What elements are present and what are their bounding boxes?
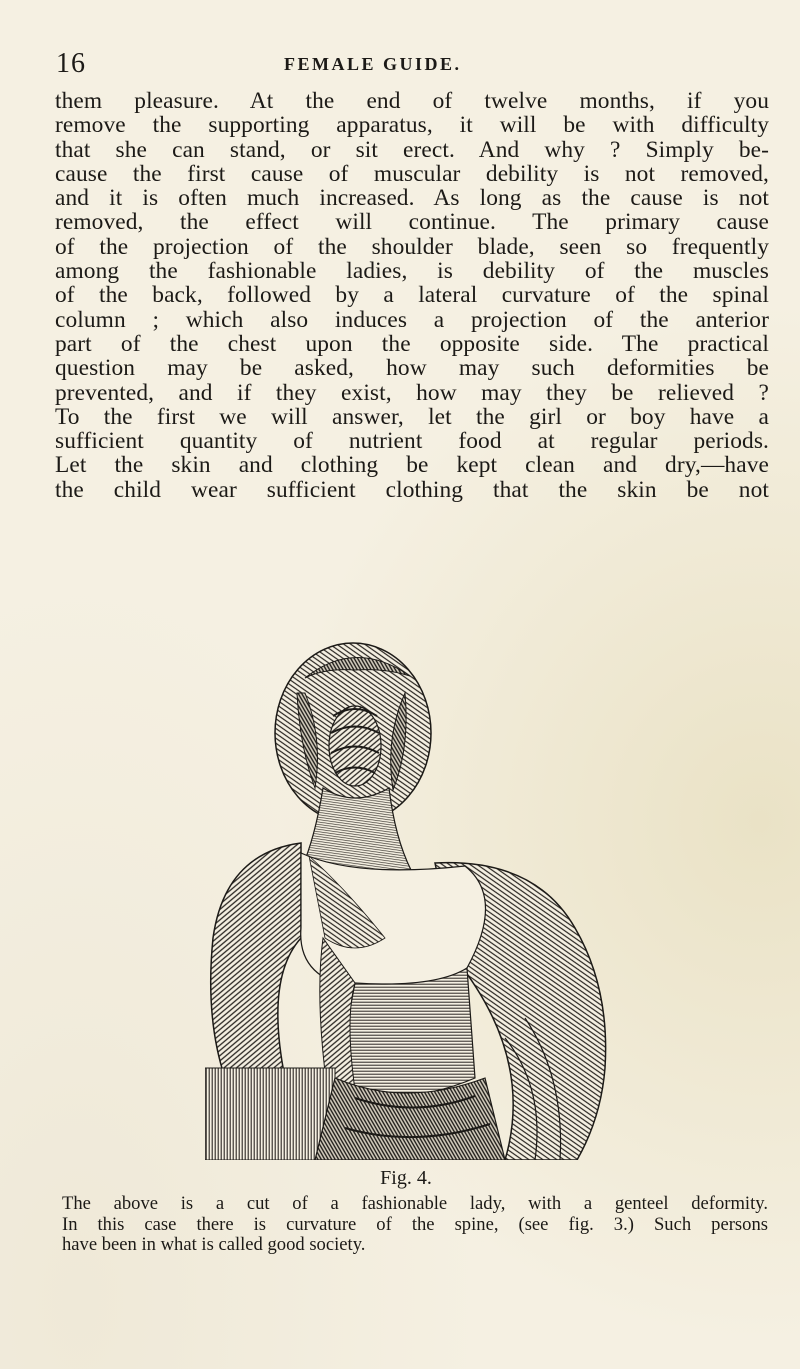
body-line: of the projection of the shoulder blade, seen so frequently: [55, 234, 769, 260]
body-paragraph: [55, 89, 769, 502]
body-line: remove the supporting apparatus, it will be with difficulty: [55, 113, 769, 138]
caption-line: In this case there is curvature of the spine, (see fig. 3.) Such persons: [62, 1213, 768, 1235]
running-head: [56, 48, 756, 82]
caption-line: The above is a cut of a fashionable lady, with a genteel deformity.: [62, 1193, 768, 1214]
body-line: question may be asked, how may such deformities be: [55, 356, 769, 381]
body-line: the child wear sufficient clothing that the skin be not: [55, 477, 769, 503]
body-line: among the fashionable ladies, is debility of the muscles: [55, 259, 769, 284]
figure-caption: [62, 1194, 768, 1256]
body-line: prevented, and if they exist, how may they be relieved ?: [55, 380, 769, 405]
body-line: of the back, followed by a lateral curvature of the spinal: [55, 283, 769, 308]
body-line: removed, the effect will continue. The primary cause: [55, 210, 769, 235]
body-line: sufficient quantity of nutrient food at regular periods.: [55, 429, 769, 454]
body-line: that she can stand, or sit erect. And why ? Simply be-: [55, 137, 769, 162]
body-line: and it is often much increased. As long as the cause is not: [55, 186, 769, 211]
body-line: To the first we will answer, let the girl or boy have a: [55, 404, 769, 430]
figure-label: Fig. 4.: [380, 1167, 432, 1189]
hair-shape: [275, 643, 431, 823]
body-line: column ; which also induces a projection of the anterior: [55, 307, 769, 332]
body-line: part of the chest upon the opposite side. The practical: [55, 331, 769, 357]
page-number: 16: [56, 48, 86, 79]
running-title: FEMALE GUIDE.: [284, 54, 462, 74]
bodice-shape: [301, 853, 486, 1096]
body-line: cause the first cause of muscular debility is not removed,: [55, 161, 769, 187]
engraving-fashionable-lady: [205, 638, 615, 1160]
caption-line: have been in what is called good society.: [62, 1234, 366, 1255]
body-line: Let the skin and clothing be kept clean and dry,—have: [55, 453, 769, 478]
body-line: them pleasure. At the end of twelve months, if you: [55, 89, 769, 114]
left-sleeve-shape: [211, 843, 301, 1078]
